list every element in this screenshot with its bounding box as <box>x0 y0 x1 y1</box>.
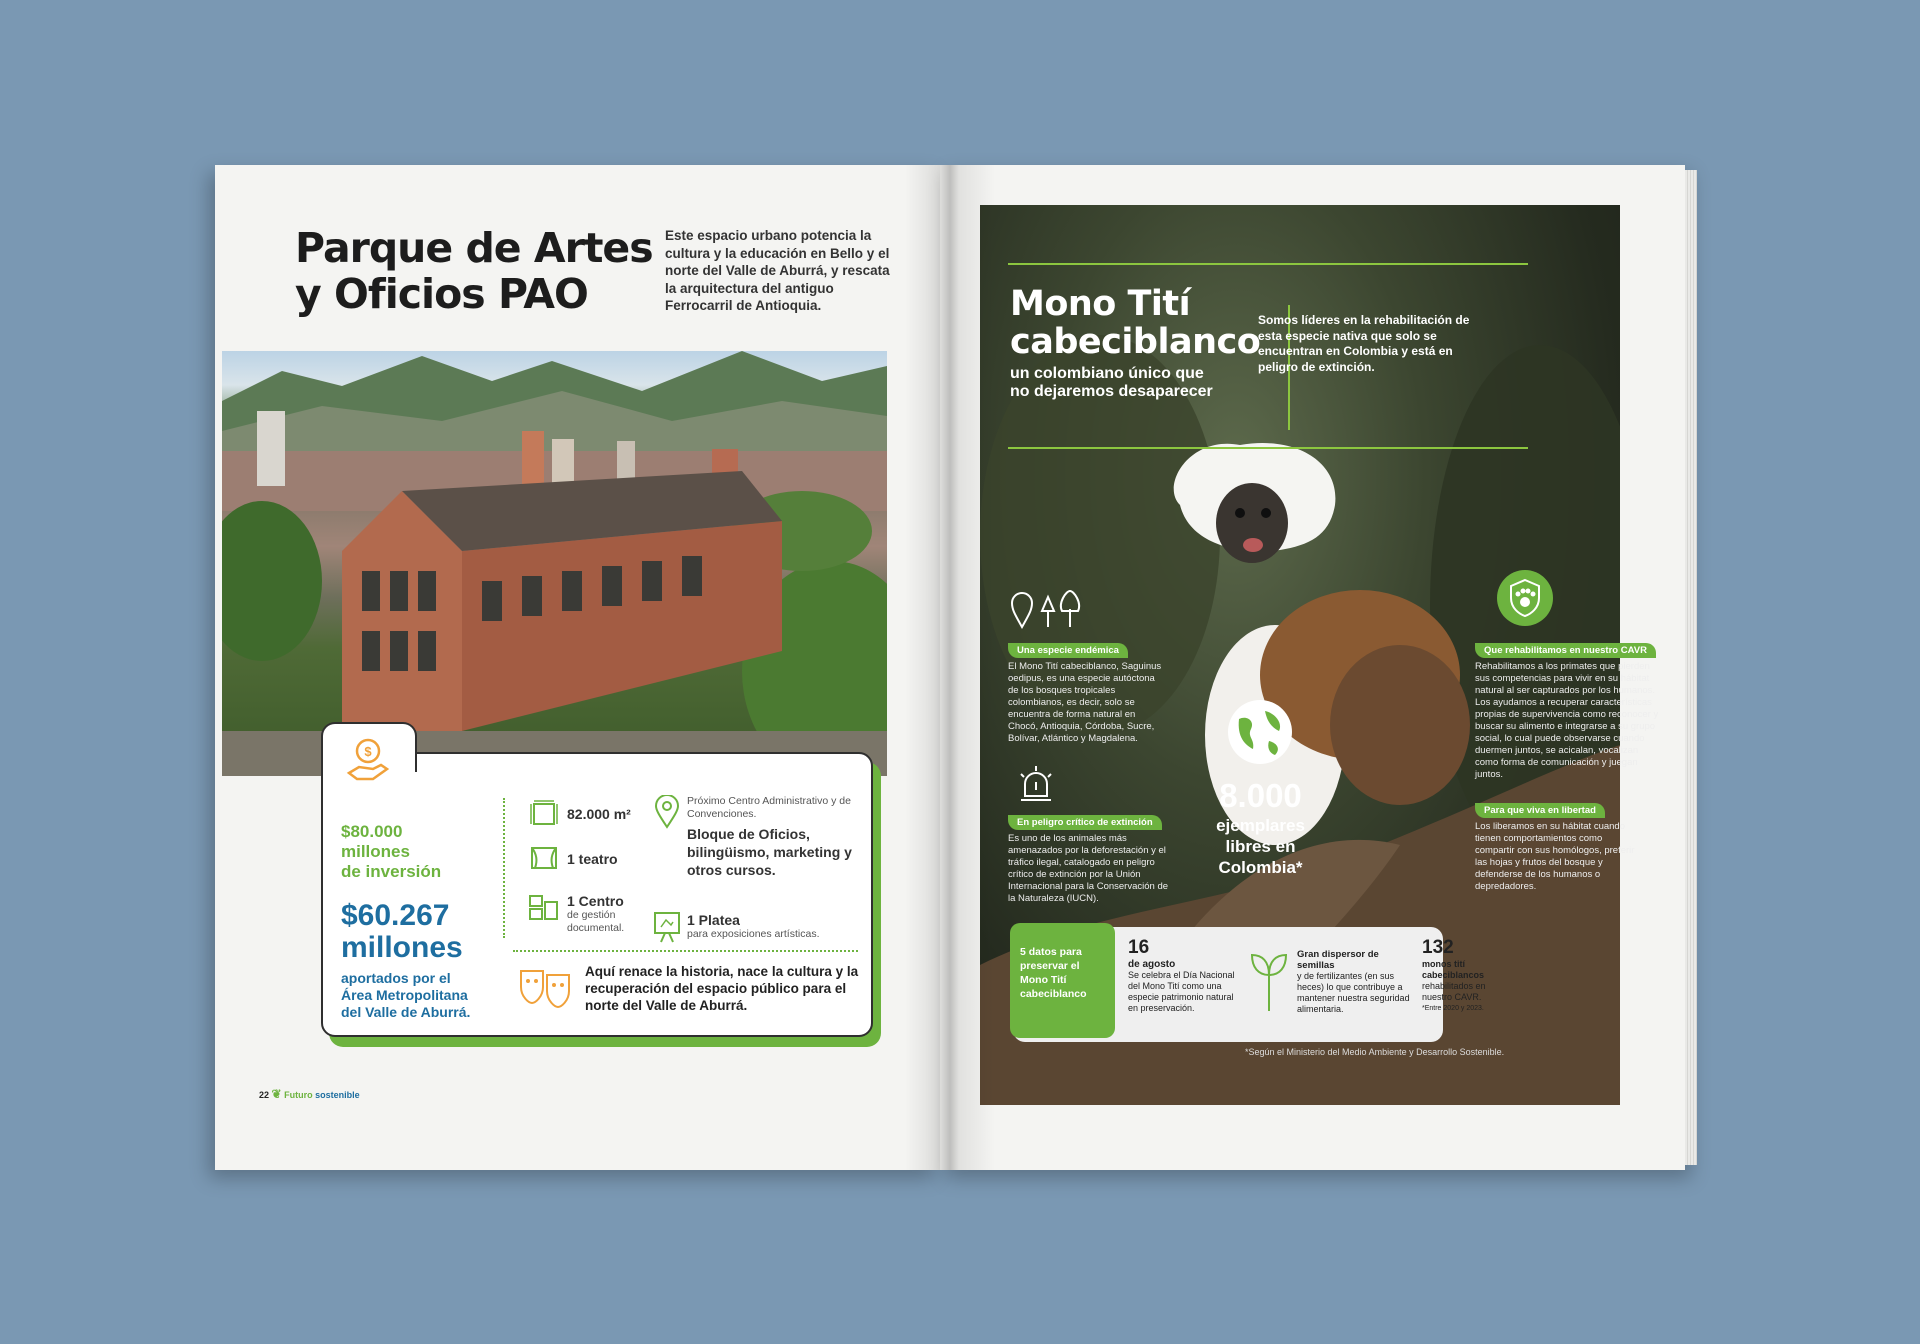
page-title <box>295 225 653 317</box>
count-line-1: ejemplares <box>1216 816 1305 835</box>
monkey-title-line-2: cabeciblanco <box>1010 322 1261 362</box>
location-trees-icon <box>1008 583 1088 633</box>
contribution-text: aportados por el Área Metropolitana del Valle de Aburrá. <box>341 970 471 1020</box>
endemic-text: El Mono Tití cabeciblanco, Saguinus oedipus, es una especie autóctona de los bosques tropicales colombianos, es decir, solo se encuentra de forma natural en Chocó, Antioquia, Córdoba, Sucre, Bolívar, Atlántico y Magdalena. <box>1008 661 1162 744</box>
fact-rehab-note: *Entre 2020 y 2023. <box>1422 1005 1484 1012</box>
monkey-subtitle-line-2: no dejaremos desaparecer <box>1010 383 1213 400</box>
coin-hand-icon <box>343 735 393 785</box>
theater-icon <box>529 845 559 873</box>
footnote: *Según el Ministerio del Medio Ambiente y Desarrollo Sostenible. <box>1245 1047 1505 1057</box>
leaf-icon: ❦ <box>271 1087 282 1101</box>
fact-seeds <box>1297 949 1417 1015</box>
danger-text: Es uno de los animales más amenazados por la deforestación y el tráfico ilegal, catalogado en peligro crítico de extinción por la Unión Internacional para la Conservación de la Naturaleza (IUCN). <box>1008 833 1169 904</box>
fact-seeds-text: y de fertilizantes (en sus heces) lo que contribuye a mantener nuestra seguridad alimentaria. <box>1297 971 1410 1014</box>
globe-icon <box>1225 697 1295 767</box>
location-pin-icon <box>653 795 681 829</box>
contribution-number: $60.267 <box>341 899 450 932</box>
danger-label: En peligro crítico de extinción <box>1008 815 1162 830</box>
fact-day-sub: de agosto <box>1128 959 1176 970</box>
page-number: 22 <box>259 1090 270 1100</box>
admin-note: Próximo Centro Administrativo y de Convenciones. <box>687 795 851 820</box>
area-icon <box>529 799 559 829</box>
monkey-intro: Somos líderes en la rehabilitación de esta especie nativa que solo se encuentran en Colombia y está en peligro de extinción. <box>1258 313 1470 374</box>
fact-seeds-title: Gran dispersor de semillas <box>1297 949 1379 971</box>
doc-center <box>567 893 642 935</box>
seed-icon <box>1248 945 1290 1015</box>
investment-label: de inversión <box>341 862 442 881</box>
footer-brand-b: sostenible <box>315 1090 360 1100</box>
paw-shield-icon <box>1495 568 1555 628</box>
free-text: Los liberamos en su hábitat cuando tienen comportamientos como compartir con sus homólogos, preferir las hojas y frutos del bosque y defenderse de los humanos o depredadores. <box>1475 821 1635 892</box>
count-number: 8.000 <box>1219 777 1302 814</box>
svg-text:$: $ <box>364 744 372 759</box>
fact-day <box>1128 937 1243 1014</box>
rehab-text: Rehabilitamos a los primates que pierden sus competencias para vivir en su hábitat natural al ser capturados por los humanos. Los ayudamos a recuperar características propias de supervivencia como reconocer y buscar su alimento e integrarse a su grupo social, lo cual puede observarse cuando duermen juntos, se acicalan, vocalizan como forma de comunicación y juegan juntos. <box>1475 661 1659 780</box>
contribution-unit: millones <box>341 931 463 964</box>
left-page <box>215 165 940 1170</box>
footer-brand-a: Futuro <box>284 1090 313 1100</box>
investment-total <box>341 822 441 882</box>
area-value: 82.000 m² <box>567 806 631 822</box>
fact-rehabilitated <box>1422 937 1507 1012</box>
page-footer <box>259 1087 360 1101</box>
platea <box>687 912 819 941</box>
closing-statement: Aquí renace la historia, nace la cultura y la recuperación del espacio público para el norte del Valle de Aburrá. <box>585 964 859 1013</box>
count-line-2: libres en <box>1225 837 1296 856</box>
divider-vertical <box>503 798 505 938</box>
factory-photo <box>222 351 887 776</box>
fact-day-number: 16 <box>1128 937 1150 958</box>
fact-day-text: Se celebra el Día Nacional del Mono Tití como una especie patrimonio natural en preservación. <box>1128 970 1235 1013</box>
platea-sub: para exposiciones artísticas. <box>687 928 820 940</box>
free-label: Para que viva en libertad <box>1475 803 1605 818</box>
monkey-title <box>1010 285 1260 361</box>
monkey-subtitle <box>1010 365 1213 401</box>
alarm-icon <box>1015 762 1057 804</box>
monkey-subtitle-line-1: un colombiano único que <box>1010 365 1204 382</box>
divider-horizontal <box>513 950 858 952</box>
endemic-label: Una especie endémica <box>1008 643 1128 658</box>
title-line-2: y Oficios PAO <box>295 270 588 318</box>
title-rule-top <box>1008 263 1528 265</box>
easel-icon <box>651 910 683 944</box>
platea-title: 1 Platea <box>687 912 740 928</box>
count-block <box>1183 777 1338 878</box>
investment-amount: $80.000 <box>341 822 403 841</box>
title-line-1: Parque de Artes <box>295 224 653 272</box>
doc-center-title: 1 Centro <box>567 893 624 909</box>
masks-icon <box>517 965 577 1011</box>
page-edges <box>1685 170 1697 1165</box>
magazine-spread <box>215 165 1685 1175</box>
monkey-title-line-1: Mono Tití <box>1010 284 1191 324</box>
count-line-3: Colombia* <box>1218 858 1303 877</box>
title-rule-bottom <box>1008 447 1528 449</box>
right-page <box>940 165 1685 1170</box>
fact-rehab-number: 132 <box>1422 937 1454 958</box>
intro-text: Este espacio urbano potencia la cultura y la educación en Bello y el norte del Valle de Aburrá, y rescata la arquitectura del antiguo Ferrocarril de Antioquia. <box>665 228 890 313</box>
workshops-text: Bloque de Oficios, bilingüismo, marketing y otros cursos. <box>687 826 852 878</box>
theater-value: 1 teatro <box>567 851 618 867</box>
fact-rehab-title: monos tití cabeciblancos <box>1422 959 1485 980</box>
investment-unit: millones <box>341 842 410 861</box>
doc-center-sub: de gestión documental. <box>567 909 625 934</box>
fact-rehab-text: rehabilitados en nuestro CAVR. <box>1422 981 1486 1002</box>
admin-center <box>687 795 867 879</box>
facts-header: 5 datos para preservar el Mono Tití cabeciblanco <box>1020 946 1087 1000</box>
document-icon <box>527 893 561 923</box>
rehab-label: Que rehabilitamos en nuestro CAVR <box>1475 643 1656 658</box>
contribution-amount <box>341 900 463 964</box>
